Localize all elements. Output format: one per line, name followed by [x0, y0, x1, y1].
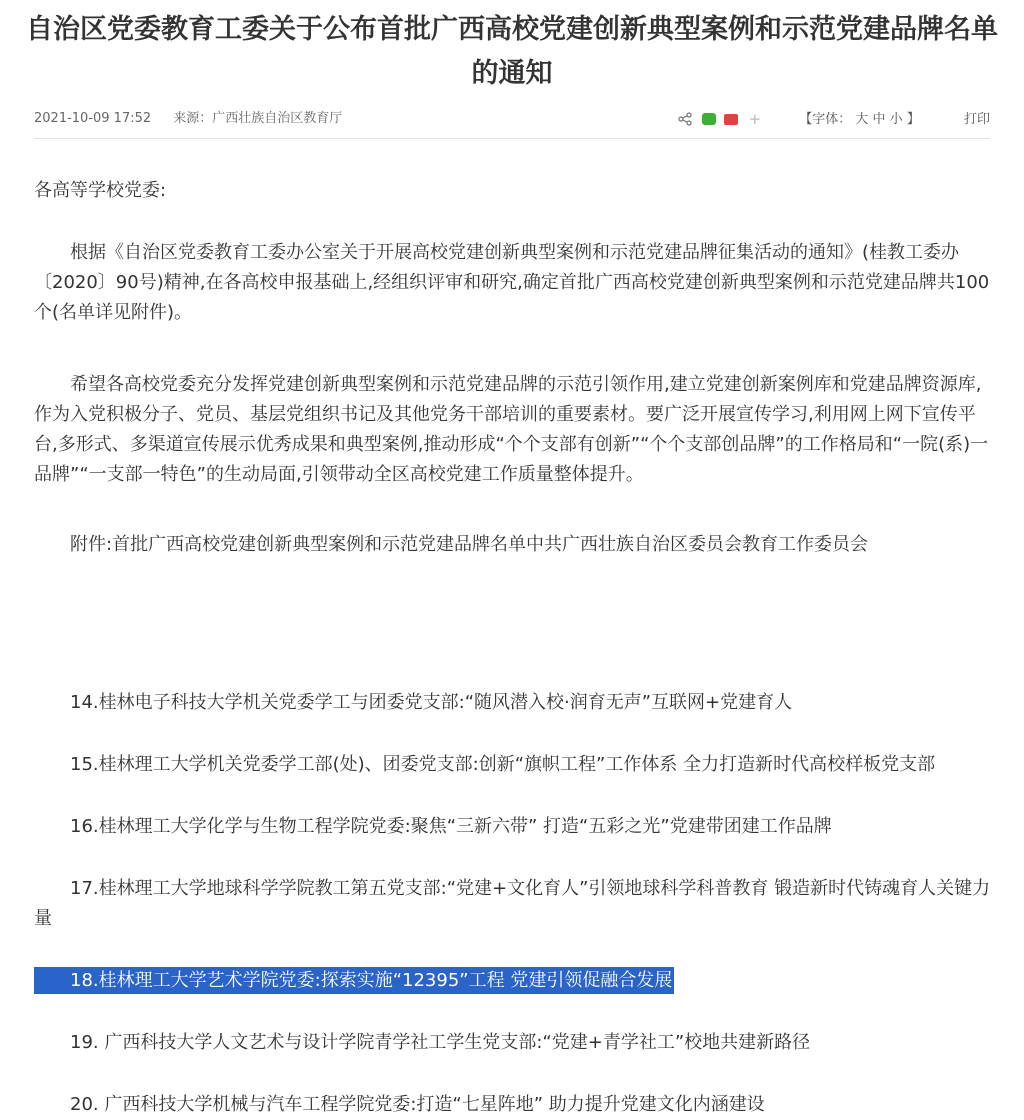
- salutation: 各高等学校党委:: [34, 180, 167, 201]
- weibo-share-icon[interactable]: [724, 114, 738, 125]
- share-icon[interactable]: [678, 112, 692, 126]
- list-item: 16.桂林理工大学化学与生物工程学院党委:聚焦“三新六带” 打造“五彩之光”党建带团建工作品牌: [70, 816, 832, 837]
- highlighted-text: 18.桂林理工大学艺术学院党委:探索实施“12395”工程 党建引领促融合发展: [34, 967, 674, 994]
- meta-right: [678, 108, 990, 131]
- font-size-close: 】: [906, 111, 920, 127]
- paragraph-1: 根据《自治区党委教育工委办公室关于开展高校党建创新典型案例和示范党建品牌征集活动的通知》(桂教工委办〔2020〕90号)精神,在各高校申报基础上,经组织评审和研究,确定首批广西高校党建创新典型案例和示范党建品牌共100个(名单详见附件)。: [34, 242, 990, 323]
- list-item-highlighted: [34, 966, 992, 996]
- font-size-small[interactable]: 小: [889, 111, 903, 127]
- list-item: 19. 广西科技大学人文艺术与设计学院青学社工学生党支部:“党建+青学社工”校地共建新路径: [70, 1032, 811, 1053]
- more-share-icon[interactable]: +: [748, 110, 762, 128]
- list-item: 17.桂林理工大学地球科学学院教工第五党支部:“党建+文化育人”引领地球科学科普教育 锻造新时代铸魂育人关键力量: [34, 878, 991, 929]
- attachment-line: 附件:首批广西高校党建创新典型案例和示范党建品牌名单中共广西壮族自治区委员会教育工作委员会: [70, 534, 869, 555]
- font-size-control: [799, 109, 920, 131]
- share-group: [678, 108, 795, 131]
- font-size-medium[interactable]: 中: [872, 111, 886, 127]
- list-item: 20. 广西科技大学机械与汽车工程学院党委:打造“七星阵地” 助力提升党建文化内涵建设: [70, 1094, 765, 1115]
- list-item: 14.桂林电子科技大学机关党委学工与团委党支部:“随风潜入校·润育无声”互联网+党建育人: [70, 692, 793, 713]
- paragraph-2: 希望各高校党委充分发挥党建创新典型案例和示范党建品牌的示范引领作用,建立党建创新案例库和党建品牌资源库,作为入党积极分子、党员、基层党组织书记及其他党务干部培训的重要素材。要广泛开展宣传学习,利用网上网下宣传平台,多形式、多渠道宣传展示优秀成果和典型案例,推动形成“个个支部有创新”“个个支部创品牌”的工作格局和“一院(系)一品牌”“一支部一特色”的生动局面,引领带动全区高校党建工作质量整体提升。: [34, 374, 989, 485]
- font-size-large[interactable]: 大: [855, 111, 869, 127]
- print-link[interactable]: 打印: [963, 111, 990, 127]
- font-size-label: 【字体：: [799, 111, 852, 127]
- article-title: 自治区党委教育工委关于公布首批广西高校党建创新典型案例和示范党建品牌名单的通知: [26, 14, 998, 89]
- meta-left: [34, 108, 360, 130]
- article-meta: [34, 108, 990, 130]
- list-item: 15.桂林理工大学机关党委学工部(处)、团委党支部:创新“旗帜工程”工作体系 全力打造新时代高校样板党支部: [70, 754, 936, 775]
- source-label: 来源：广西壮族自治区教育厅: [173, 111, 343, 126]
- publish-date: 2021-10-09 17:52: [34, 111, 152, 126]
- meta-divider: [34, 138, 990, 139]
- wechat-share-icon[interactable]: [702, 113, 716, 125]
